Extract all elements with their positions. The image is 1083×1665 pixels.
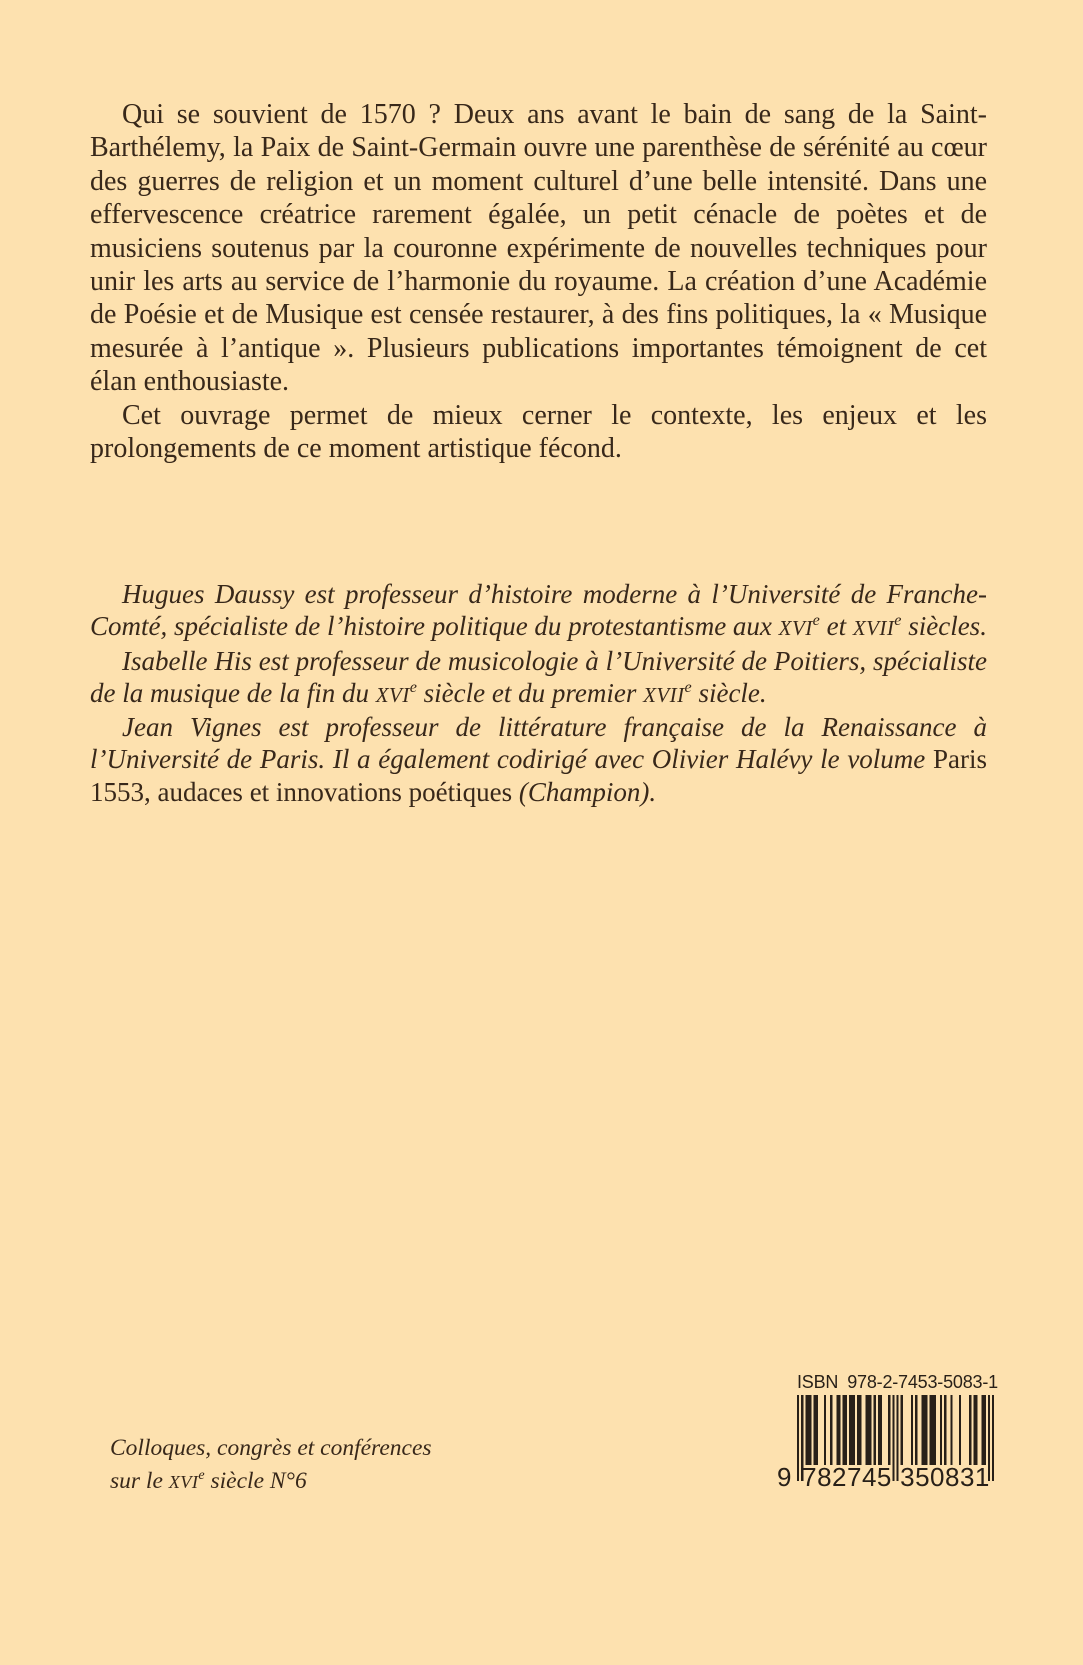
isbn-barcode-block — [772, 1372, 998, 1497]
collection-line-2: sur le XVIe siècle N°6 — [110, 1467, 307, 1494]
collection-title — [110, 1432, 530, 1499]
blurb-paragraph-1: Qui se souvient de 1570 ? Deux ans avant le bain de sang de la Saint-Barthélemy, la Paix de Saint-Germain ouvre une parenthèse de sérénité au cœur des guerres de religion et un moment culturel d’une belle intensité. Dans une effervescence créatrice rarement égalée, un petit cénacle de poètes et de musiciens soutenus par la couronne expérimente de nouvelles techniques pour unir les arts au service de l’harmonie du royaume. La création d’une Académie de Poésie et de Musique est censée restaurer, à des fins politiques, la « Musique mesurée à l’antique ». Plusieurs publications importantes témoignent de cet élan enthousiaste. — [90, 99, 987, 398]
author-bios — [90, 578, 987, 808]
bio-paragraph-jean-vignes: Jean Vignes est professeur de littérature française de la Renaissance à l’Université de Paris. Il a également codirigé avec Olivier Halévy le volume Paris 1553, audaces et innovations poétiques (Champion). — [90, 712, 987, 807]
ean13-digit-group-2: 350831 — [900, 1462, 990, 1492]
ean13-digits — [772, 1462, 994, 1492]
blurb-text — [90, 98, 987, 465]
collection-line-1: Colloques, congrès et conférences — [110, 1435, 432, 1461]
isbn-number: 978-2-7453-5083-1 — [847, 1372, 998, 1392]
blurb-paragraph-2: Cet ouvrage permet de mieux cerner le contexte, les enjeux et les prolongements de ce moment artistique fécond. — [90, 399, 987, 465]
isbn-text — [797, 1372, 998, 1393]
bio-paragraph-hugues-daussy: Hugues Daussy est professeur d’histoire moderne à l’Université de Franche-Comté, spécialiste de l’histoire politique du protestantisme aux XVIe et XVIIe siècles. — [90, 579, 987, 642]
ean13-digit-lead: 9 — [777, 1462, 792, 1492]
ean13-digit-group-1: 782745 — [802, 1462, 892, 1492]
bio-paragraph-isabelle-his: Isabelle His est professeur de musicologie à l’Université de Poitiers, spécialiste de la musique de la fin du XVIe siècle et du premier XVIIe siècle. — [90, 645, 987, 708]
isbn-label: ISBN — [797, 1372, 839, 1392]
